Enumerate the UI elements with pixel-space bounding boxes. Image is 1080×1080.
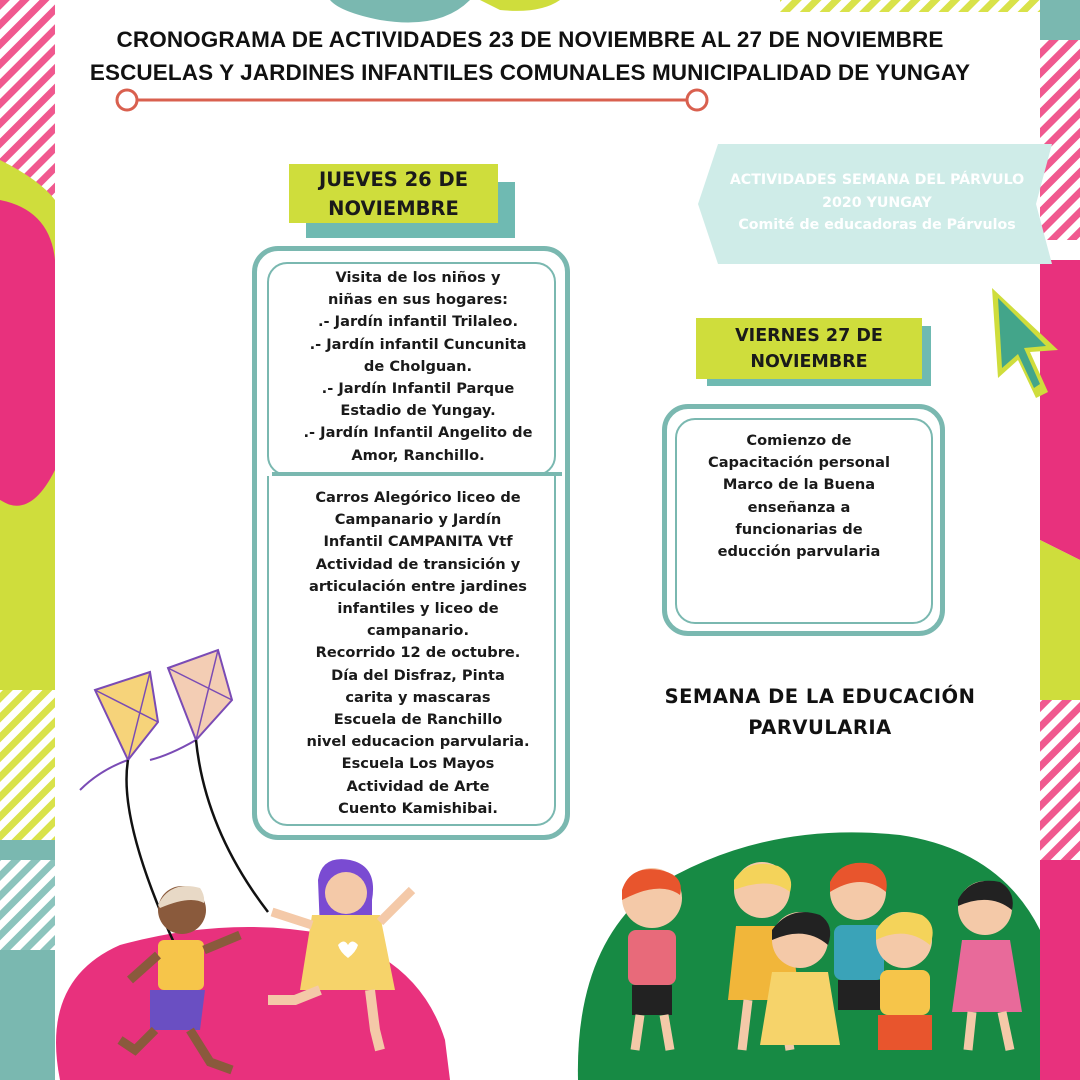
right-stripes-mid bbox=[1040, 700, 1080, 860]
friday-date-tag: VIERNES 27 DE NOVIEMBRE bbox=[696, 318, 922, 379]
header-title-line1: CRONOGRAMA DE ACTIVIDADES 23 DE NOVIEMBRE AL 27 DE NOVIEMBRE bbox=[116, 27, 944, 52]
education-week-headline: SEMANA DE LA EDUCACIÓN PARVULARIA bbox=[664, 685, 976, 739]
left-pink-blob bbox=[0, 200, 55, 506]
pink-ground-blob bbox=[56, 927, 450, 1080]
right-pink-lower bbox=[1040, 860, 1080, 1080]
friday-training-text: Comienzo de Capacitación personal Marco de la Buena enseñanza a funcionarias de educción parvularia bbox=[708, 432, 890, 561]
thursday-activities-text: Carros Alegórico liceo de Campanario y Jardín Infantil CAMPANITA Vtf Actividad de transición y articulación entre jardines infantiles y liceo de campanario. Recorrido 12 de octubre. Día del Disfraz, Pinta carita y mascaras Escuela de Ranchillo nivel educacion parvularia. Escuela Los Mayos Actividad de Arte Cuento Kamishibai. bbox=[306, 489, 530, 817]
top-teal-blob bbox=[330, 0, 470, 23]
thursday-date-tag: JUEVES 26 DE NOVIEMBRE bbox=[289, 164, 498, 223]
right-stripes-top bbox=[1040, 40, 1080, 240]
thursday-home-visits-text: Visita de los niños y niñas en sus hogares: .- Jardín infantil Trilaleo. .- Jardín infantil Cuncunita de Cholguan. .- Jardín Infantil Parque Estadio de Yungay. .- Jardín Infantil Angelito de Amor, Ranchillo. bbox=[303, 269, 533, 464]
right-pink-blob bbox=[1040, 260, 1080, 560]
right-lime-band bbox=[1040, 540, 1080, 700]
top-stripes-right bbox=[780, 0, 1040, 12]
left-stripes-mid bbox=[0, 690, 55, 840]
kite-icon bbox=[150, 650, 268, 912]
left-stripes-bottom bbox=[0, 860, 55, 950]
ribbon-banner-text: ACTIVIDADES SEMANA DEL PÁRVULO 2020 YUNGAY Comité de educadoras de Párvulos bbox=[729, 172, 1025, 233]
header-title-line2: ESCUELAS Y JARDINES INFANTILES COMUNALES MUNICIPALIDAD DE YUNGAY bbox=[89, 60, 971, 85]
top-lime-blob bbox=[480, 0, 560, 11]
